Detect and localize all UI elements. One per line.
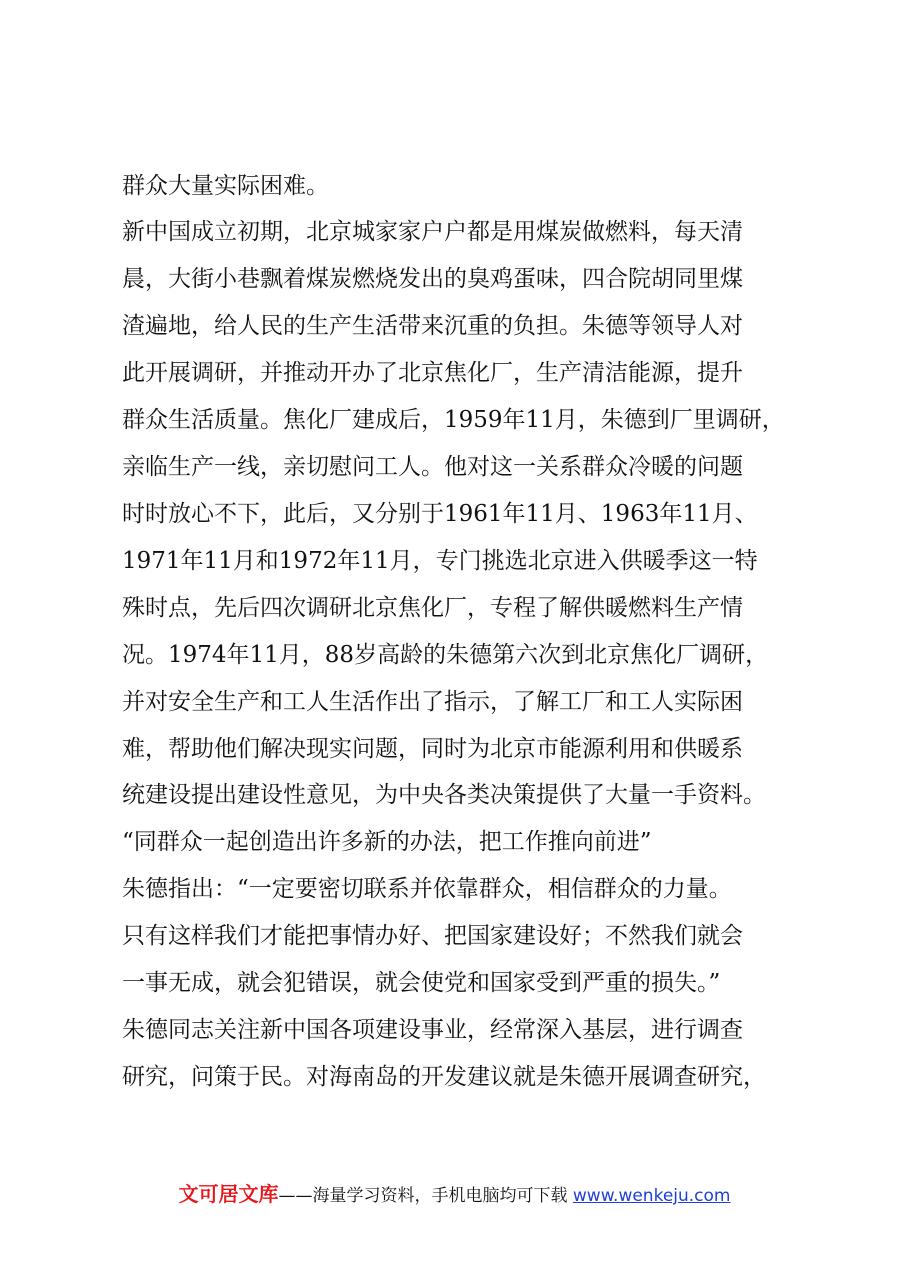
- body-text-line: 晨，大街小巷飘着煤炭燃烧发出的臭鸡蛋味，四合院胡同里煤: [122, 266, 743, 292]
- body-text-line: 朱德指出：“一定要密切联系并依靠群众，相信群众的力量。: [122, 876, 732, 902]
- section-heading: “同群众一起创造出许多新的办法，把工作推向前进”: [122, 829, 652, 855]
- body-text-line: 亲临生产一线，亲切慰问工人。他对这一关系群众冷暖的问题: [122, 454, 743, 480]
- body-text-line: 朱德同志关注新中国各项建设事业，经常深入基层，进行调查: [122, 1017, 743, 1043]
- body-text-line: 只有这样我们才能把事情办好、把国家建设好；不然我们就会: [122, 923, 743, 949]
- page-footer: [0, 1182, 909, 1208]
- footer-tagline: ——海量学习资料，手机电脑均可下载: [278, 1186, 568, 1206]
- body-text-line: 1971年11月和1972年11月，专门挑选北京进入供暖季这一特: [122, 548, 758, 574]
- body-text-line: 况。1974年11月，88岁高龄的朱德第六次到北京焦化厂调研，: [122, 642, 769, 668]
- body-text-line: 研究，问策于民。对海南岛的开发建议就是朱德开展调查研究，: [122, 1064, 766, 1090]
- body-text-line: 此开展调研，并推动开办了北京焦化厂，生产清洁能源，提升: [122, 360, 743, 386]
- footer-site-link[interactable]: www.wenkeju.com: [572, 1186, 731, 1206]
- body-text-line: 时时放心不下，此后，又分别于1961年11月、1963年11月、: [122, 501, 758, 527]
- body-text-line: 新中国成立初期，北京城家家户户都是用煤炭做燃料，每天清: [122, 219, 743, 245]
- body-text-line: 群众生活质量。焦化厂建成后，1959年11月，朱德到厂里调研，: [122, 407, 785, 433]
- body-text-line: 难，帮助他们解决现实问题，同时为北京市能源利用和供暖系: [122, 736, 743, 762]
- footer-brand: 文可居文库: [178, 1182, 279, 1206]
- body-text-line: 渣遍地，给人民的生产生活带来沉重的负担。朱德等领导人对: [122, 313, 743, 339]
- body-text-line: 统建设提出建设性意见，为中央各类决策提供了大量一手资料。: [122, 782, 766, 808]
- body-text-line: 殊时点，先后四次调研北京焦化厂，专程了解供暖燃料生产情: [122, 595, 743, 621]
- body-text-line: 一事无成，就会犯错误，就会使党和国家受到严重的损失。”: [122, 970, 721, 996]
- body-text-line: 群众大量实际困难。: [122, 173, 329, 199]
- body-text-line: 并对安全生产和工人生活作出了指示，了解工厂和工人实际困: [122, 689, 743, 715]
